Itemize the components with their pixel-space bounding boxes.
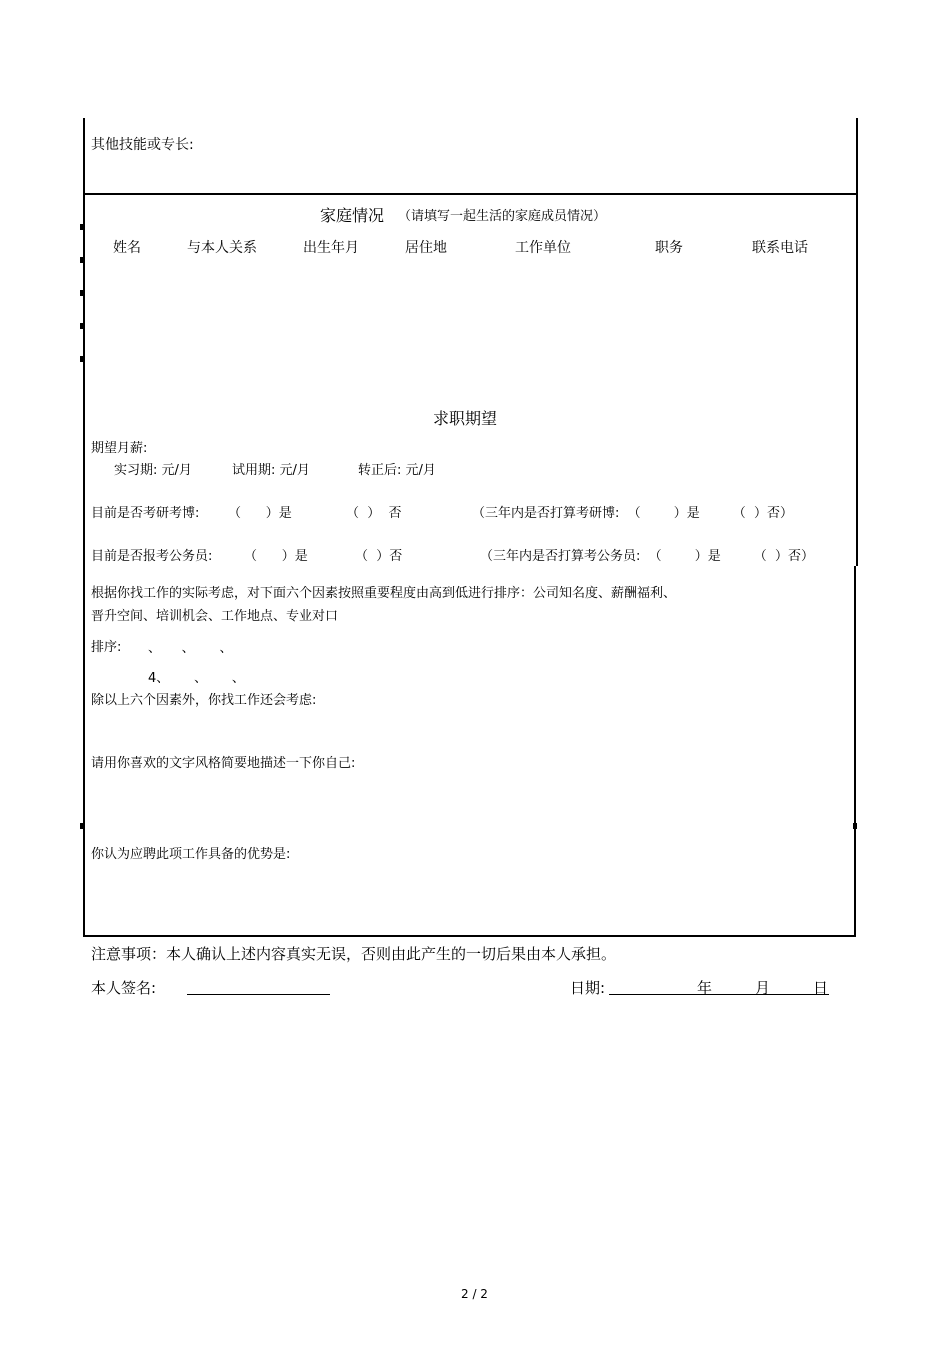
factors-line-2: 晋升空间、培训机会、工作地点、专业对口 <box>91 609 339 624</box>
rank-label: 排序: <box>91 640 122 655</box>
page-number: 2 / 2 <box>461 1287 488 1301</box>
signature-field-line <box>187 994 330 995</box>
date-day: 日 <box>813 979 829 997</box>
table-right-border-top <box>856 118 858 566</box>
signature-label: 本人签名: <box>91 979 157 997</box>
family-note: （请填写一起生活的家庭成员情况） <box>398 209 607 224</box>
skills-label: 其他技能或专长: <box>91 137 194 153</box>
job-title: 求职期望 <box>433 409 498 428</box>
grad-exam-plan: （三年内是否打算考研博: （ ）是 （ ）否） <box>472 506 794 521</box>
table-left-border <box>83 118 85 936</box>
column-header-name: 姓名 <box>113 240 141 256</box>
column-header-employer: 工作单位 <box>515 240 571 256</box>
table-bottom-border <box>83 935 856 937</box>
family-title: 家庭情况 <box>320 206 385 225</box>
grad-exam-no: （ ） 否 <box>346 506 402 521</box>
border-tick <box>80 823 84 829</box>
table-right-border-bottom <box>854 566 856 936</box>
column-header-phone: 联系电话 <box>752 240 808 256</box>
date-label: 日期: <box>570 979 606 997</box>
other-factors-label: 除以上六个因素外，你找工作还会考虑: <box>91 693 317 708</box>
salary-intern: 实习期: 元/月 <box>114 463 192 478</box>
column-header-position: 职务 <box>655 240 683 256</box>
grad-exam-label: 目前是否考研考博: <box>91 506 200 521</box>
column-header-relation: 与本人关系 <box>187 240 257 256</box>
salary-trial: 试用期: 元/月 <box>232 463 310 478</box>
border-tick <box>853 823 857 829</box>
grad-exam-yes: （ ）是 <box>228 506 292 521</box>
border-tick <box>80 224 84 230</box>
column-header-residence: 居住地 <box>405 240 447 256</box>
border-tick <box>80 323 84 329</box>
civil-exam-label: 目前是否报考公务员: <box>91 549 213 564</box>
civil-exam-plan: （三年内是否打算考公务员: （ ）是 （ ）否） <box>480 549 815 564</box>
describe-self-label: 请用你喜欢的文字风格简要地描述一下你自己: <box>91 756 356 771</box>
rank-row-1: 、 、 、 <box>148 641 233 656</box>
date-year: 年 <box>697 979 713 997</box>
border-tick <box>80 290 84 296</box>
notice-text: 注意事项：本人确认上述内容真实无误，否则由此产生的一切后果由本人承担。 <box>91 945 617 963</box>
factors-line-1: 根据你找工作的实际考虑，对下面六个因素按照重要程度由高到低进行排序：公司知名度、薪酬福利、 <box>91 586 677 601</box>
date-field-line <box>609 994 829 995</box>
salary-regular: 转正后: 元/月 <box>358 463 436 478</box>
skills-bottom-border <box>83 193 858 195</box>
border-tick <box>80 356 84 362</box>
rank-row-2: 4、 、 、 <box>148 671 245 686</box>
column-header-birth: 出生年月 <box>303 240 359 256</box>
date-month: 月 <box>755 979 771 997</box>
advantage-label: 你认为应聘此项工作具备的优势是: <box>91 847 291 862</box>
civil-exam-yes: （ ）是 <box>244 549 308 564</box>
border-tick <box>80 257 84 263</box>
salary-label: 期望月薪: <box>91 441 148 456</box>
civil-exam-no: （ ）否 <box>355 549 403 564</box>
